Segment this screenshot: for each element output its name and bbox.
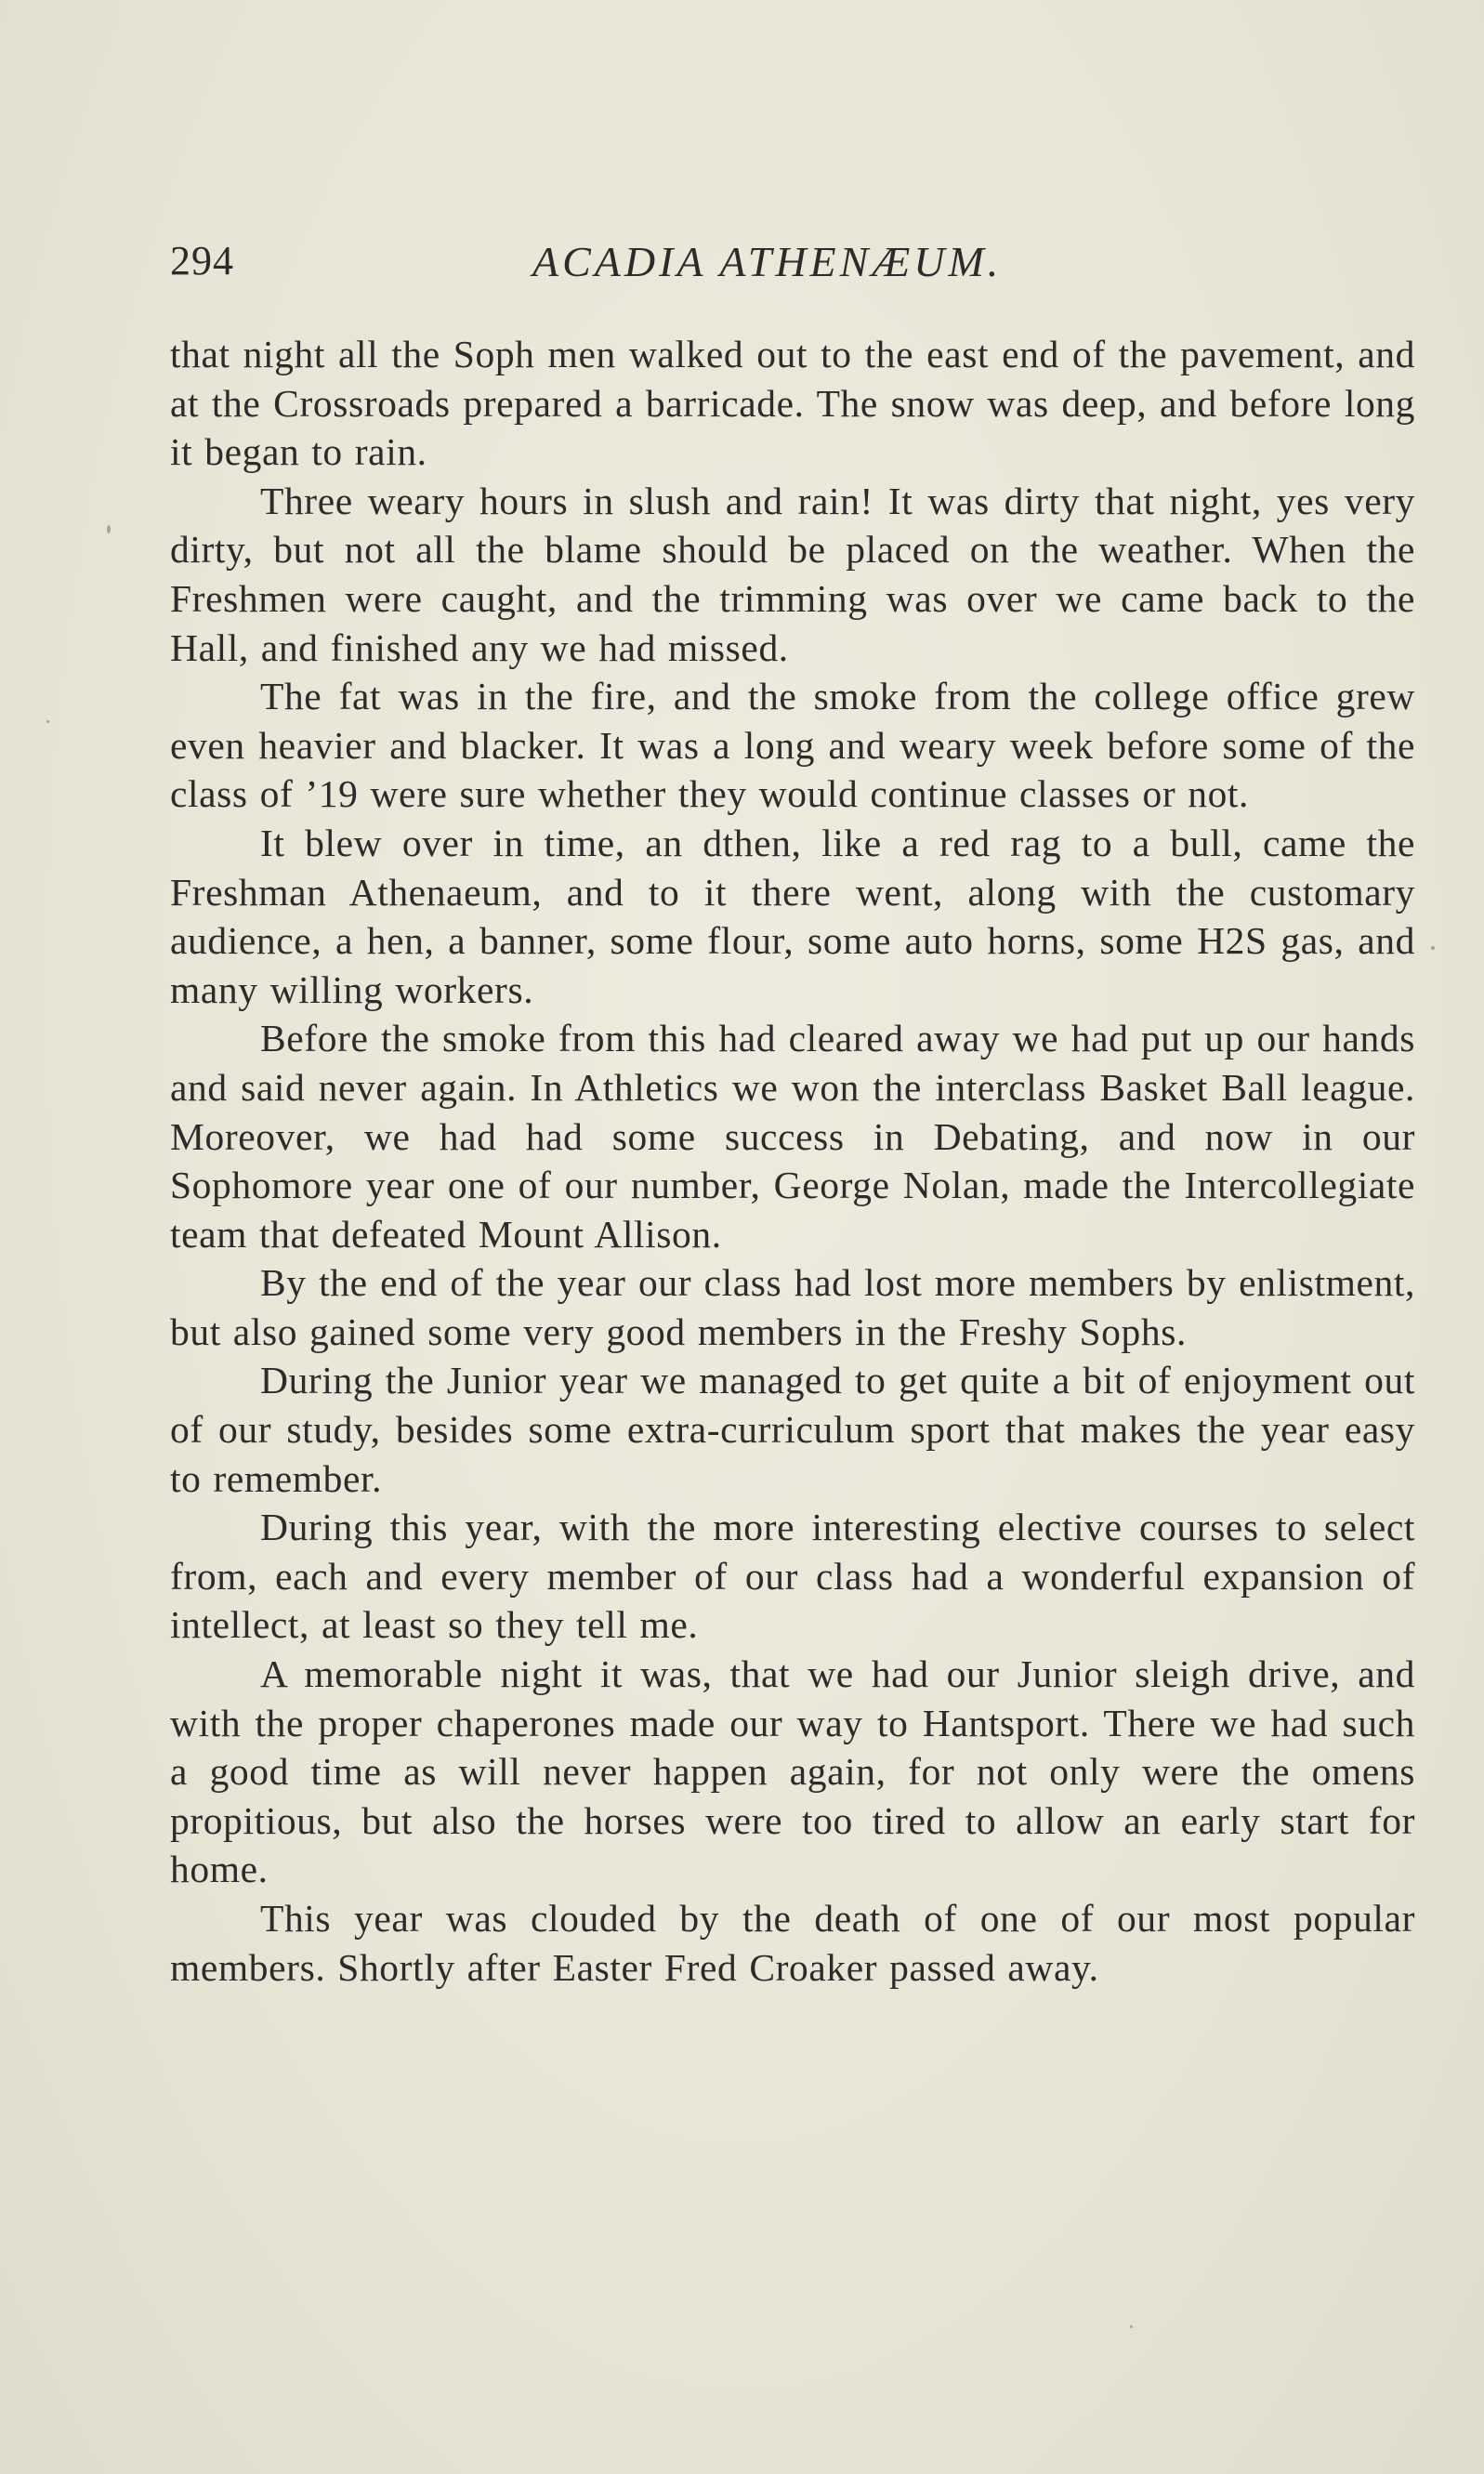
paper-speck: [107, 525, 111, 533]
paragraph: During this year, with the more interesting elective courses to select from, each and every member of our class had a wonderful expansion of intellect, at least so they tell me.: [170, 1506, 1415, 1647]
paper-speck: [1431, 946, 1435, 950]
paragraph: By the end of the year our class had lost more members by enlistment, but also gained some very good members in the Freshy Sophs.: [170, 1261, 1415, 1353]
paragraph: During the Junior year we managed to get quite a bit of enjoyment out of our study, besides some extra-curriculum sport that makes the year easy to remember.: [170, 1359, 1415, 1500]
paper-speck: [46, 720, 49, 723]
body-text: [170, 330, 1415, 1992]
paragraph: Three weary hours in slush and rain! It was dirty that night, yes very dirty, but not all the blame should be placed on the weather. When the Freshmen were caught, and the trimming was over we came back to the Hall, and finished any we had missed.: [170, 479, 1415, 669]
paragraph: This year was clouded by the death of one of our most popular members. Shortly after Easter Fred Croaker passed away.: [170, 1897, 1415, 1989]
paragraph: It blew over in time, an dthen, like a red rag to a bull, came the Freshman Athenaeum, and to it there went, along with the customary audience, a hen, a banner, some flour, some auto horns, some H2S gas, and many willing workers.: [170, 821, 1415, 1011]
paragraph: A memorable night it was, that we had our Junior sleigh drive, and with the proper chaperones made our way to Hantsport. There we had such a good time as will never happen again, for not only were the omens propitious, but also the horses were too tired to allow an early start for home.: [170, 1652, 1415, 1891]
paragraph: that night all the Soph men walked out to the east end of the pavement, and at the Crossroads prepared a barricade. The snow was deep, and before long it began to rain.: [170, 333, 1415, 474]
paragraph: The fat was in the fire, and the smoke from the college office grew even heavier and blacker. It was a long and weary week before some of the class of ’19 were sure whether they would continue classes or not.: [170, 675, 1415, 816]
page-header: [170, 237, 1415, 293]
page-number: 294: [170, 238, 234, 283]
running-title: ACADIA ATHENÆUM.: [532, 238, 1003, 285]
paragraph: Before the smoke from this had cleared away we had put up our hands and said never again. In Athletics we won the interclass Basket Ball league. Moreover, we had had some success in Debating, and now in our Sophomore year one of our number, George Nolan, made the Intercollegiate team that defeated Mount Allison.: [170, 1017, 1415, 1256]
paper-speck: [1130, 2325, 1133, 2328]
